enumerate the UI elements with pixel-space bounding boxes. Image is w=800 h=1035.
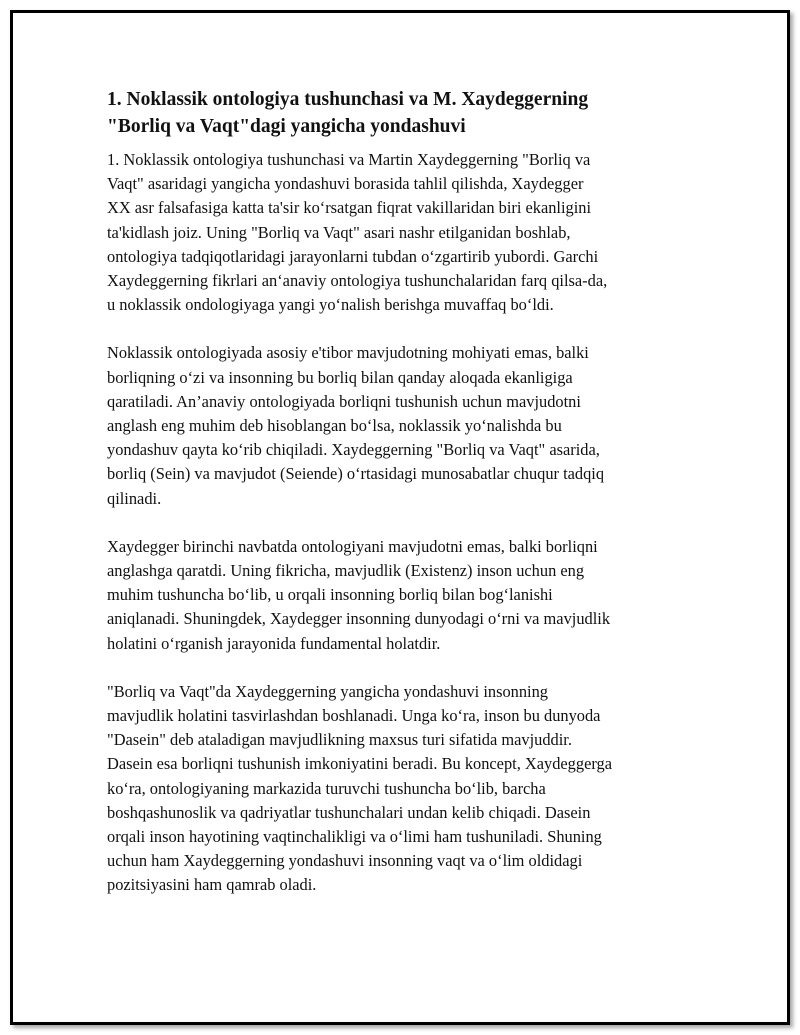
text-line: mavjudlik holatini tasvirlashdan boshlanadi. Unga ko‘ra, inson bu dunyoda [107,706,601,726]
document-title [107,86,687,140]
text-line: 1. Noklassik ontologiya tushunchasi va Martin Xaydeggerning "Borliq va [107,150,591,169]
text-line: ta'kidlash joiz. Uning "Borliq va Vaqt" asari nashr etilganidan boshlab, [107,222,571,242]
text-line: borliq (Sein) va mavjudot (Seiende) o‘rtasidagi munosabatlar chuqur tadqiq [107,464,605,484]
text-line: holatini o‘rganish jarayonida fundamental holatdir. [107,633,441,653]
title-line: "Borliq va Vaqt"dagi yangicha yondashuvi [107,116,466,137]
text-line: Vaqt" asaridagi yangicha yondashuvi borasida tahlil qilishda, Xaydegger [107,174,584,194]
text-line: uchun ham Xaydeggerning yondashuvi insonning vaqt va o‘lim oldidagi [107,851,583,871]
text-line: "Dasein" deb ataladigan mavjudlikning maxsus turi sifatida mavjuddir. [107,730,572,750]
text-line: "Borliq va Vaqt"da Xaydeggerning yangicha yondashuvi insonning [107,681,548,701]
text-line: orqali inson hayotining vaqtinchalikligi va o‘limi ham tushuniladi. Shuning [107,827,602,847]
text-line: yondashuv qayta ko‘rib chiqiladi. Xaydeggerning "Borliq va Vaqt" asarida, [107,440,600,460]
text-line: qilinadi. [107,488,162,508]
document-body [107,86,687,922]
text-line: ontologiya tadqiqotlaridagi jarayonlarni tubdan o‘zgartirib yubordi. Garchi [107,246,599,266]
text-line: pozitsiyasini ham qamrab oladi. [107,875,317,895]
text-line: Dasein esa borliqni tushunish imkoniyatini beradi. Bu koncept, Xaydeggerga [107,754,612,774]
text-line: Xaydeggerning fikrlari an‘anaviy ontologiya tushunchalaridan farq qilsa-da, [107,271,608,291]
text-line: u noklassik ondologiyaga yangi yo‘nalish berishga muvaffaq bo‘ldi. [107,295,554,315]
text-line: anglash eng muhim deb hisoblangan bo‘lsa, noklassik yo‘nalishda bu [107,416,562,436]
text-line: borliqning o‘zi va insonning bu borliq bilan qanday aloqada ekanligiga [107,367,573,387]
paragraph-1 [107,148,687,317]
text-line: qaratiladi. An’anaviy ontologiyada borliqni tushunish uchun mavjudotni [107,391,581,411]
title-line: 1. Noklassik ontologiya tushunchasi va M. Xaydeggerning [107,89,589,110]
text-line: Xaydegger birinchi navbatda ontologiyani mavjudotni emas, balki borliqni [107,536,598,556]
paragraph-4 [107,680,687,898]
text-line: Noklassik ontologiyada asosiy e'tibor mavjudotning mohiyati emas, balki [107,343,589,363]
text-line: boshqashunoslik va qadriyatlar tushunchalari undan kelib chiqadi. Dasein [107,802,591,822]
text-line: XX asr falsafasiga katta ta'sir ko‘rsatgan fiqrat vakillaridan biri ekanligini [107,198,592,218]
paragraph-2 [107,341,687,510]
text-line: aniqlanadi. Shuningdek, Xaydegger insonning dunyodagi o‘rni va mavjudlik [107,609,611,629]
text-line: ko‘ra, ontologiyaning markazida turuvchi tushuncha bo‘lib, barcha [107,778,546,798]
text-line: muhim tushuncha bo‘lib, u orqali insonning borliq bilan bog‘lanishi [107,585,553,605]
text-line: anglashga qaratdi. Uning fikricha, mavjudlik (Existenz) inson uchun eng [107,561,585,581]
paragraph-3 [107,535,687,656]
